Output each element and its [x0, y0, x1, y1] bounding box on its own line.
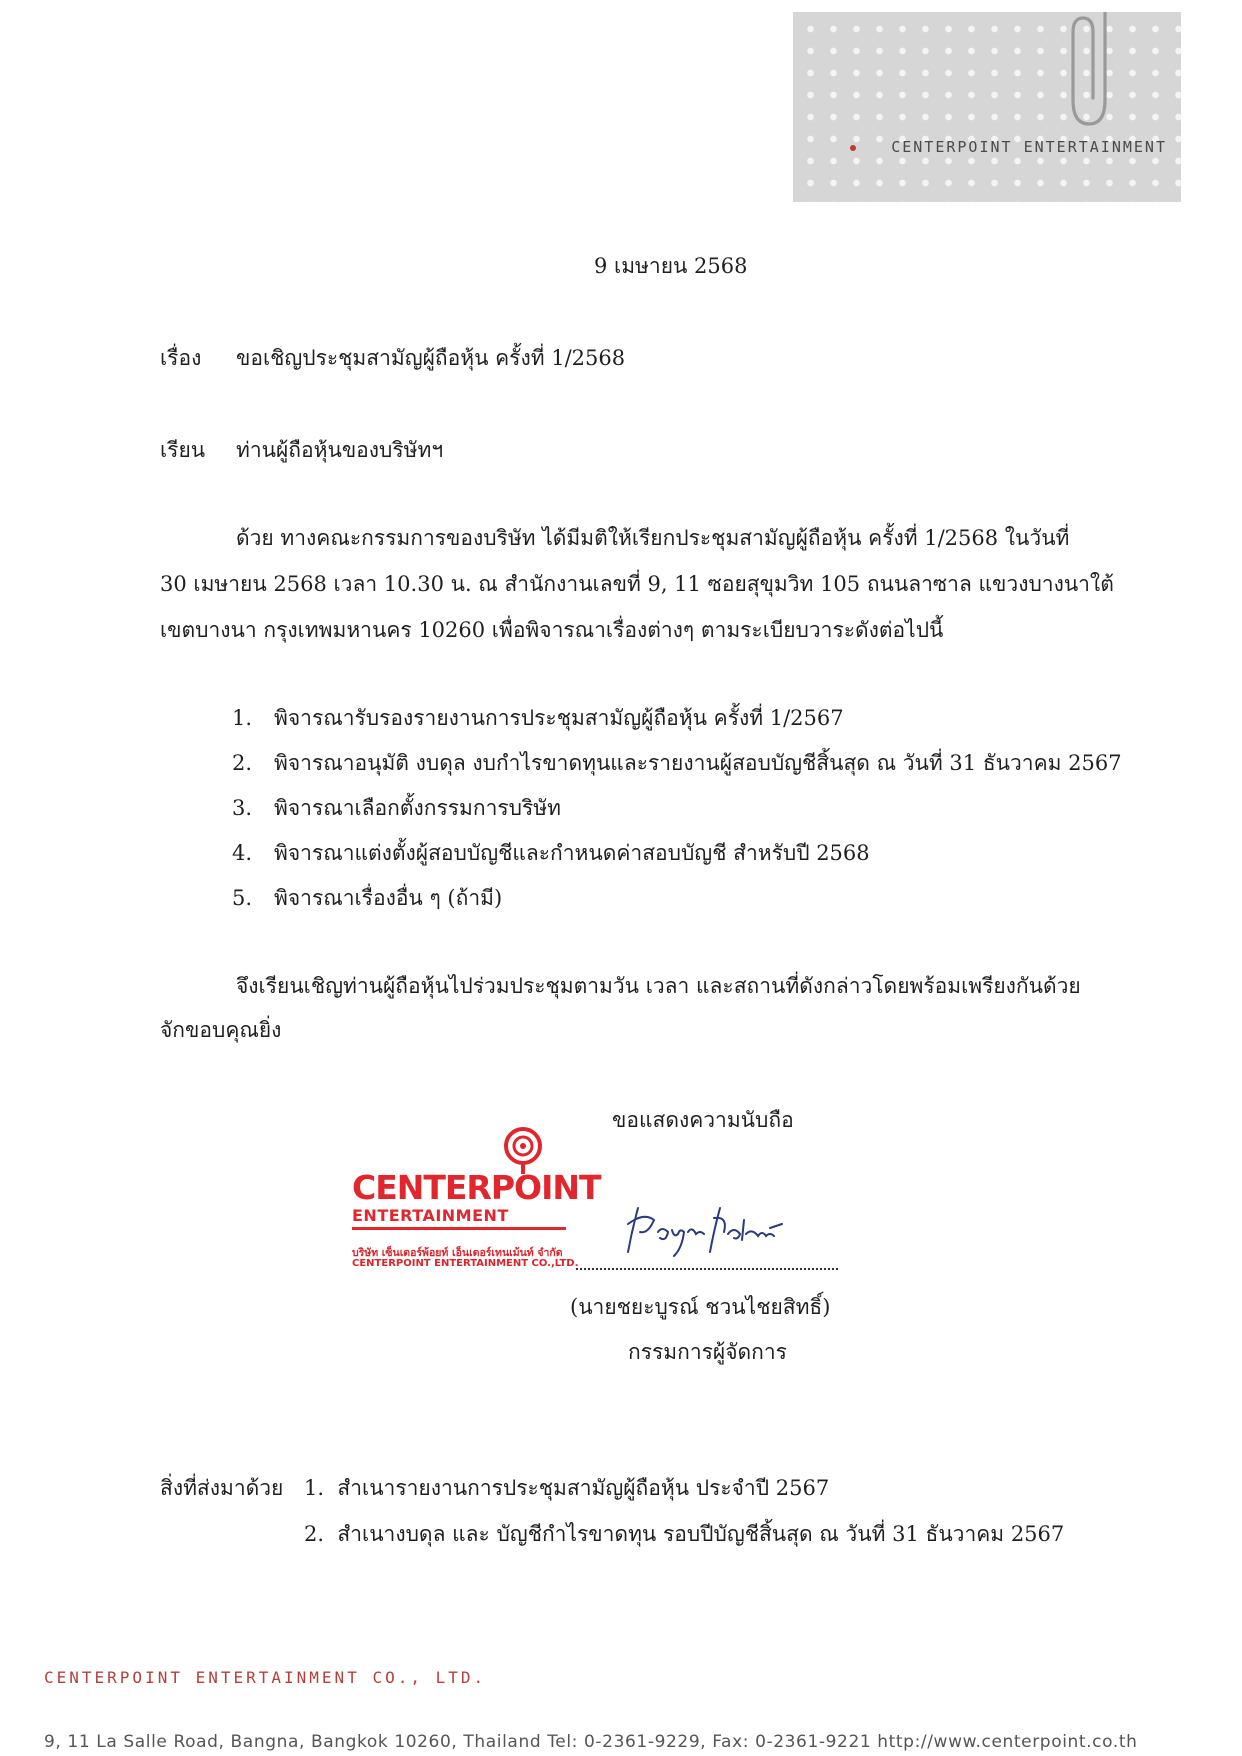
footer-company-name: CENTERPOINT ENTERTAINMENT CO., LTD. [44, 1668, 487, 1687]
enclosure-number: 1. [304, 1476, 325, 1500]
agenda-item-2 [224, 753, 1122, 774]
stamp-target-icon [502, 1126, 544, 1174]
enclosure-item-1 [304, 1478, 829, 1499]
recipient-text: ท่านผู้ถือหุ้นของบริษัทฯ [236, 438, 444, 462]
agenda-item-5 [224, 888, 502, 909]
agenda-number: 2. [231, 751, 252, 775]
agenda-number: 5. [231, 886, 252, 910]
signer-name: (นายชยะบูรณ์ ชวนไชยสิทธิ์) [570, 1295, 831, 1319]
subject-text: ขอเชิญประชุมสามัญผู้ถือหุ้น ครั้งที่ 1/2568 [236, 346, 626, 370]
stamp-rule [352, 1227, 566, 1230]
subject-label: เรื่อง [160, 346, 202, 370]
body-line-2: 30 เมษายน 2568 เวลา 10.30 น. ณ สำนักงานเลขที่ 9, 11 ซอยสุขุมวิท 105 ถนนลาซาล แขวงบางนาใต้ [160, 572, 1114, 596]
handwritten-signature [610, 1190, 790, 1270]
recipient-label: เรียน [160, 438, 206, 462]
brand-text: CENTERPOINT ENTERTAINMENT [891, 138, 1167, 156]
enclosure-item-2 [304, 1524, 1064, 1545]
stamp-sub-text: ENTERTAINMENT [352, 1206, 509, 1225]
agenda-item-3 [224, 798, 561, 819]
stamp-company-name: CENTERPOINT ENTERTAINMENT CO.,LTD. [352, 1258, 579, 1269]
stamp-thai-name: บริษัท เซ็นเตอร์พ้อยท์ เอ็นเตอร์เทนเม้นท์ จำกัด [352, 1247, 563, 1259]
stamp-logo-text: CENTERPOINT [352, 1168, 601, 1207]
footer-address: 9, 11 La Salle Road, Bangna, Bangkok 10260, Thailand Tel: 0-2361-9229, Fax: 0-2361-9221 http://www.centerpoint.co.th [44, 1732, 1138, 1752]
agenda-text: พิจารณาแต่งตั้งผู้สอบบัญชีและกำหนดค่าสอบบัญชี สำหรับปี 2568 [274, 841, 870, 865]
brand-header-box [793, 12, 1181, 202]
paperclip-icon [1061, 12, 1121, 142]
signature-line [576, 1268, 838, 1270]
sign-off: ขอแสดงความนับถือ [612, 1108, 794, 1132]
closing-line-2: จักขอบคุณยิ่ง [160, 1018, 282, 1042]
agenda-text: พิจารณาเรื่องอื่น ๆ (ถ้ามี) [274, 886, 503, 910]
enclosure-text: สำเนางบดุล และ บัญชีกำไรขาดทุน รอบปีบัญชีสิ้นสุด ณ วันที่ 31 ธันวาคม 2567 [337, 1522, 1065, 1546]
company-stamp [352, 1126, 601, 1271]
agenda-text: พิจารณาเลือกตั้งกรรมการบริษัท [274, 796, 561, 820]
closing-line-1: จึงเรียนเชิญท่านผู้ถือหุ้นไปร่วมประชุมตามวัน เวลา และสถานที่ดังกล่าวโดยพร้อมเพรียงกันด้วย [236, 974, 1081, 998]
enclosures-label: สิ่งที่ส่งมาด้วย [160, 1476, 284, 1500]
body-line-1: ด้วย ทางคณะกรรมการของบริษัท ได้มีมติให้เรียกประชุมสามัญผู้ถือหุ้น ครั้งที่ 1/2568 ในวันที่ [236, 526, 1070, 550]
agenda-number: 4. [231, 841, 252, 865]
brand-dot [850, 145, 856, 151]
enclosure-text: สำเนารายงานการประชุมสามัญผู้ถือหุ้น ประจำปี 2567 [337, 1476, 830, 1500]
agenda-item-4 [224, 843, 870, 864]
agenda-text: พิจารณาอนุมัติ งบดุล งบกำไรขาดทุนและรายงานผู้สอบบัญชีสิ้นสุด ณ วันที่ 31 ธันวาคม 2567 [274, 751, 1122, 775]
agenda-item-1 [224, 708, 844, 729]
signer-title: กรรมการผู้จัดการ [628, 1340, 787, 1364]
enclosure-number: 2. [304, 1522, 325, 1546]
agenda-number: 1. [231, 706, 252, 730]
body-line-3: เขตบางนา กรุงเทพมหานคร 10260 เพื่อพิจารณาเรื่องต่างๆ ตามระเบียบวาระดังต่อไปนี้ [160, 618, 944, 642]
letter-date: 9 เมษายน 2568 [594, 254, 748, 278]
agenda-number: 3. [231, 796, 252, 820]
agenda-text: พิจารณารับรองรายงานการประชุมสามัญผู้ถือหุ้น ครั้งที่ 1/2567 [274, 706, 844, 730]
